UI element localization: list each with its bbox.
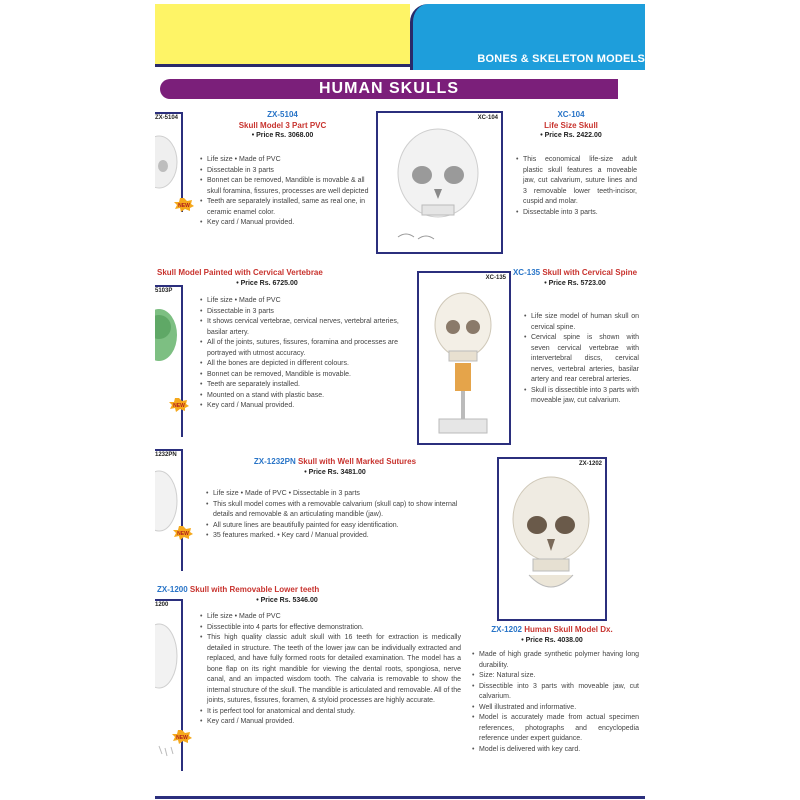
product-price: • Price Rs. 3481.00 bbox=[304, 468, 366, 476]
painted-skull-image bbox=[155, 287, 181, 437]
feature-item: • Dissectible into 4 parts for effective demonstration. bbox=[207, 623, 461, 634]
feature-item: • Teeth are separately installed, same as real one, in ceramic enamel color. bbox=[207, 197, 369, 218]
category-title: BONES & SKELETON MODELS bbox=[477, 53, 645, 65]
product-price: • Price Rs. 6725.00 bbox=[236, 279, 298, 287]
skull-image bbox=[499, 459, 605, 619]
product-image-xc135 bbox=[417, 271, 511, 445]
feature-item: • Key card / Manual provided. bbox=[207, 401, 409, 412]
header-yellow-band bbox=[155, 4, 410, 67]
product-features-xc135 bbox=[523, 312, 639, 407]
feature-item: • All suture lines are beautifully painted for easy identification. bbox=[213, 521, 465, 532]
image-code: XC-135 bbox=[485, 275, 506, 281]
product-header-zx1202 bbox=[463, 625, 641, 646]
feature-item: • Dissectable in 3 parts bbox=[207, 307, 409, 318]
product-code: XC-104 bbox=[557, 110, 585, 119]
feature-item: • Life size • Made of PVC bbox=[207, 155, 369, 166]
feature-item: • This economical life-size adult plastic skull features a moveable jaw, cut calvarium, suture lines and 3 removable lower teeth-incisor, cuspid and molar. bbox=[523, 155, 637, 208]
product-header-zx1232pn bbox=[195, 457, 475, 478]
product-header-zx1200 bbox=[157, 585, 437, 606]
feature-item: • Life size • Made of PVC bbox=[207, 296, 409, 307]
new-badge-icon bbox=[174, 198, 194, 212]
product-price: • Price Rs. 3068.00 bbox=[251, 132, 314, 139]
product-code: ZX-1232PN bbox=[253, 457, 296, 466]
product-features-zx1200 bbox=[199, 612, 461, 728]
product-price: • Price Rs. 4038.00 bbox=[521, 636, 583, 644]
feature-item: • It shows cervical vertebrae, cervical nerves, vertebral arteries, basilar artery. bbox=[207, 317, 409, 338]
product-price: • Price Rs. 2422.00 bbox=[540, 132, 602, 139]
product-name: Life Size Skull bbox=[544, 120, 598, 130]
feature-item: • Bonnet can be removed, Mandible is movable. bbox=[207, 370, 409, 381]
product-name: Skull Model Painted with Cervical Vertebrae bbox=[157, 268, 323, 277]
product-features-zx5104 bbox=[199, 155, 369, 229]
product-header-xc104 bbox=[505, 110, 637, 142]
skull-teeth-image bbox=[155, 601, 181, 771]
skull-image bbox=[155, 451, 181, 571]
feature-item: • It is perfect tool for anatomical and dental study. bbox=[207, 707, 461, 718]
image-code: ZX-1202 bbox=[578, 461, 602, 467]
catalog-page bbox=[155, 0, 645, 800]
feature-item: • Bonnet can be removed, Mandible is movable & all skull foramina, fissures, processes are well depicted bbox=[207, 176, 369, 197]
product-features-zx1232pn bbox=[205, 489, 465, 542]
skull-image bbox=[378, 113, 501, 252]
product-features-painted bbox=[199, 296, 409, 412]
product-name: Human Skull Model Dx. bbox=[524, 625, 613, 634]
feature-item: • Life size • Made of PVC bbox=[207, 612, 461, 623]
feature-item: • Key card / Manual provided. bbox=[207, 717, 461, 728]
feature-item: • This high quality classic adult skull with 16 teeth for extraction is medically detailed in structure. The teeth of the lower jaw can be individually extracted and replaced, and have fully formed roots for detailed examination. The model has a bone flap on its right mandible for viewing the dental roots, spongiosa, nerve canal, and an impacted wisdom tooth. The calvaria is removable to show the internal structure of the skull. The mandible is articulated and removable. All of the joints, sutures, fissures, foramen, & styloid processes are highly accurate. bbox=[207, 633, 461, 707]
product-header-zx5104 bbox=[195, 110, 370, 142]
product-image-painted bbox=[155, 285, 183, 437]
product-image-zx1200 bbox=[155, 599, 183, 771]
section-title-bar bbox=[160, 79, 618, 99]
feature-item: • Model is delivered with key card. bbox=[479, 745, 639, 756]
feature-item: • This skull model comes with a removable calvarium (skull cap) to show internal details and removable & an articulating mandible (jaw). bbox=[213, 500, 465, 521]
image-code: 5103P bbox=[155, 288, 173, 294]
product-code: ZX-5104 bbox=[267, 110, 298, 119]
product-name: Skull with Well Marked Sutures bbox=[297, 457, 417, 466]
feature-item: • Dissectable into 3 parts. bbox=[523, 208, 637, 219]
product-price: • Price Rs. 5346.00 bbox=[256, 596, 318, 604]
product-image-xc104 bbox=[376, 111, 503, 254]
new-badge-label: NEW bbox=[177, 531, 189, 537]
new-badge-icon bbox=[172, 730, 192, 744]
feature-item: • 35 features marked. • Key card / Manual provided. bbox=[213, 531, 465, 542]
feature-item: • Life size • Made of PVC • Dissectable in 3 parts bbox=[213, 489, 465, 500]
feature-item: • Size: Natural size. bbox=[479, 671, 639, 682]
new-badge-label: NEW bbox=[173, 403, 185, 409]
feature-item: • Made of high grade synthetic polymer having long durability. bbox=[479, 650, 639, 671]
new-badge-icon bbox=[173, 526, 193, 540]
image-code: XC-104 bbox=[477, 115, 498, 121]
product-code: ZX-1202 bbox=[491, 625, 522, 634]
product-image-zx1202 bbox=[497, 457, 607, 621]
new-badge-label: NEW bbox=[178, 203, 190, 209]
feature-item: • Key card / Manual provided. bbox=[207, 218, 369, 229]
section-title: HUMAN SKULLS bbox=[319, 80, 459, 97]
product-image-zx5104 bbox=[155, 112, 183, 212]
product-name: Skull with Removable Lower teeth bbox=[189, 585, 320, 594]
feature-item: • Dissectable in 3 parts bbox=[207, 166, 369, 177]
image-code: 1232PN bbox=[155, 452, 177, 458]
feature-item: • Teeth are separately installed. bbox=[207, 380, 409, 391]
feature-item: • Model is accurately made from actual specimen references, photographs and encyclopedia reference under expert guidance. bbox=[479, 713, 639, 745]
product-features-xc104 bbox=[515, 155, 637, 218]
product-image-zx1232pn bbox=[155, 449, 183, 571]
feature-item: • Skull is dissectible into 3 parts with moveable jaw, cut calvarium. bbox=[531, 386, 639, 407]
feature-item: • Mounted on a stand with plastic base. bbox=[207, 391, 409, 402]
feature-item: • Cervical spine is shown with seven cervical vertebrae with intervertebral discs, cervical nerves, vertebral arteries, basilar artery and rear cerebral arteries. bbox=[531, 333, 639, 386]
product-price: • Price Rs. 5723.00 bbox=[544, 279, 606, 287]
product-name: Skull Model 3 Part PVC bbox=[238, 120, 327, 130]
skull-spine-image bbox=[419, 273, 509, 443]
bottom-rule bbox=[155, 796, 645, 799]
feature-item: • Well illustrated and informative. bbox=[479, 703, 639, 714]
new-badge-icon bbox=[169, 398, 189, 412]
product-code: XC-135 bbox=[512, 268, 541, 277]
product-header-painted bbox=[157, 268, 397, 289]
product-features-zx1202 bbox=[471, 650, 639, 755]
product-name: Skull with Cervical Spine bbox=[542, 268, 638, 277]
product-header-xc135 bbox=[511, 268, 639, 289]
image-code: ZX-5104 bbox=[155, 115, 179, 121]
feature-item: • All of the joints, sutures, fissures, foramina and processes are portrayed with utmost accuracy. bbox=[207, 338, 409, 359]
feature-item: • Life size model of human skull on cervical spine. bbox=[531, 312, 639, 333]
new-badge-label: NEW bbox=[176, 735, 188, 741]
image-code: 1200 bbox=[155, 602, 169, 608]
feature-item: • Dissectible into 3 parts with moveable jaw, cut calvarium. bbox=[479, 682, 639, 703]
feature-item: • All the bones are depicted in different colours. bbox=[207, 359, 409, 370]
product-code: ZX-1200 bbox=[157, 585, 188, 594]
